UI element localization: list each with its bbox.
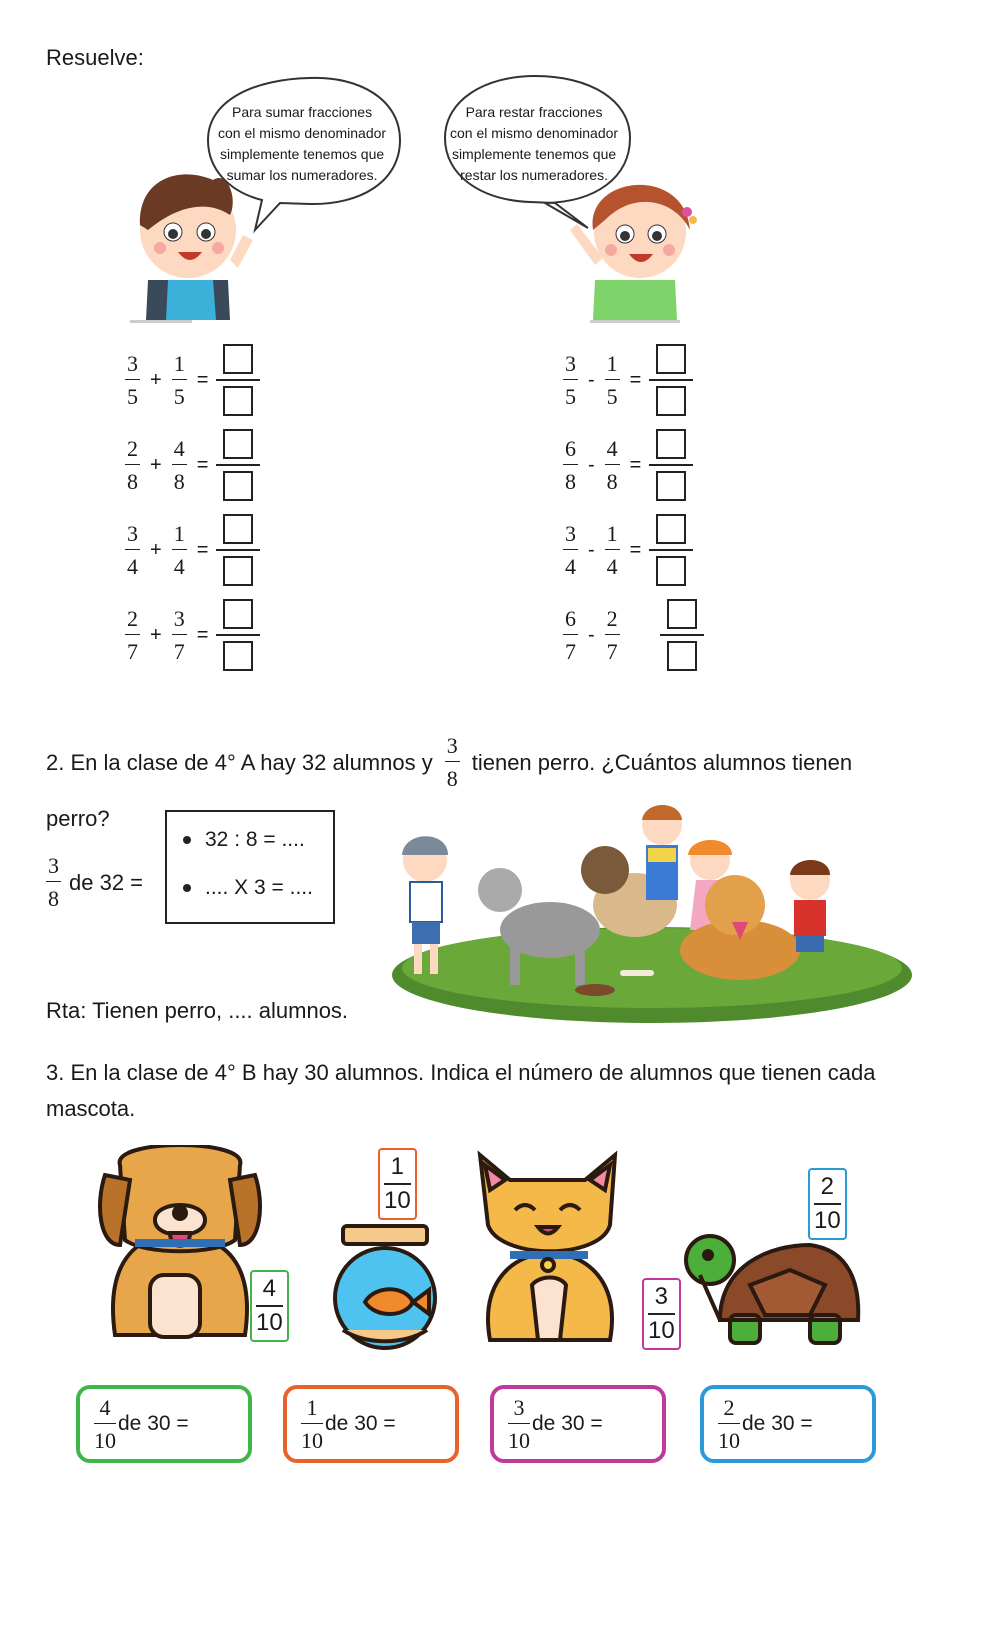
answer-fraction[interactable] — [660, 599, 704, 671]
sum-row: 3 5 + 1 5 = — [125, 340, 260, 420]
fraction-of-32: 3 8 de 32 = — [48, 853, 144, 911]
tag-fish-fraction: 1 10 — [378, 1148, 417, 1220]
sum-row: 2 8 + 4 8 = — [125, 425, 260, 505]
answer-card-turtle[interactable]: 2 10 de 30 = — [700, 1385, 876, 1463]
question-3-line2: mascota. — [46, 1096, 136, 1121]
answer-fraction[interactable] — [216, 344, 260, 416]
answer-card-cat[interactable]: 3 10 de 30 = — [490, 1385, 666, 1463]
question-3: 3. En la clase de 4° B hay 30 alumnos. Indica el número de alumnos que tienen cada — [46, 1060, 876, 1085]
sub-row: 6 8 - 4 8 = — [563, 425, 693, 505]
sub-row: 3 4 - 1 4 = — [563, 510, 693, 590]
tag-turtle-fraction: 2 10 — [808, 1168, 847, 1240]
answer-line[interactable]: Rta: Tienen perro, .... alumnos. — [46, 998, 349, 1023]
sum-row: 3 4 + 1 4 = — [125, 510, 260, 590]
answer-fraction[interactable] — [649, 514, 693, 586]
dog-illustration — [95, 1145, 265, 1355]
answer-fraction[interactable] — [216, 599, 260, 671]
answer-fraction[interactable] — [649, 344, 693, 416]
answer-card-dog[interactable]: 4 10 de 30 = — [76, 1385, 252, 1463]
question-2-line2: perro? — [46, 806, 110, 831]
answer-fraction[interactable] — [649, 429, 693, 501]
page-title: Resuelve: — [46, 45, 144, 70]
question-2: 2. En la clase de 4° A hay 32 alumnos y 3 8 tienen perro. ¿Cuántos alumnos tienen — [46, 733, 853, 791]
sub-row: 6 7 - 2 7 — [563, 595, 704, 675]
step-1[interactable]: 32 : 8 = .... — [205, 828, 305, 851]
sub-row: 3 5 - 1 5 = — [563, 340, 693, 420]
fishbowl-illustration — [325, 1220, 445, 1350]
cat-illustration — [460, 1145, 635, 1355]
answer-fraction[interactable] — [216, 429, 260, 501]
kids-dogs-illustration — [380, 800, 925, 1030]
sum-row: 2 7 + 3 7 = — [125, 595, 260, 675]
tag-cat-fraction: 3 10 — [642, 1278, 681, 1350]
bubble-right-text: Para restar fracciones con el mismo denominador simplemente tenemos que restar los numeradores. — [450, 104, 619, 183]
answer-fraction[interactable] — [216, 514, 260, 586]
tag-dog-fraction: 4 10 — [250, 1270, 289, 1342]
step-2[interactable]: .... X 3 = .... — [205, 876, 313, 899]
turtle-illustration — [680, 1225, 870, 1350]
steps-box — [165, 810, 335, 924]
answer-card-fish[interactable]: 1 10 de 30 = — [283, 1385, 459, 1463]
bubble-left-text: Para sumar fracciones con el mismo denominador simplemente tenemos que sumar los numeradores. — [218, 104, 387, 183]
boy-illustration — [118, 160, 258, 325]
girl-illustration — [565, 160, 705, 325]
